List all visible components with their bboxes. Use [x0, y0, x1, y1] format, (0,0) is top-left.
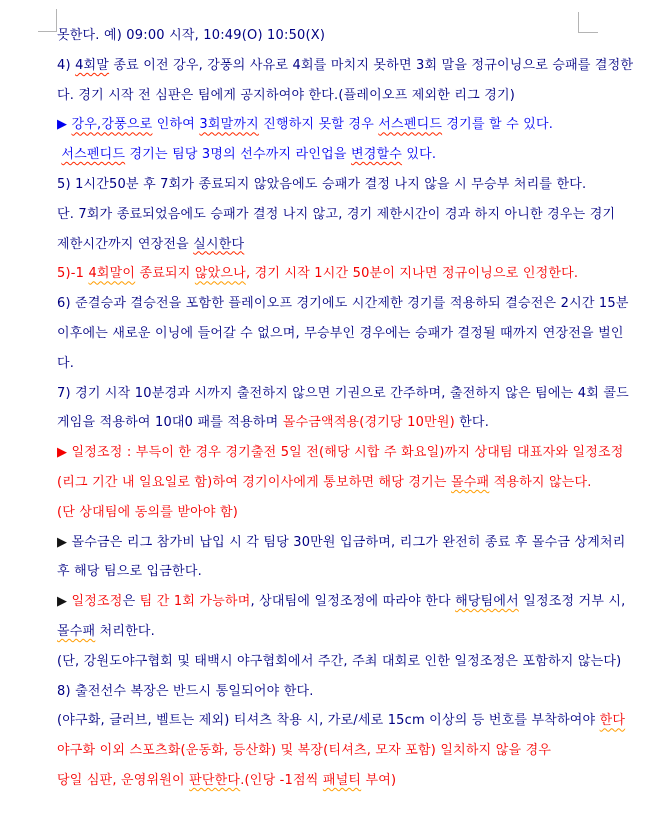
text-segment: 변경할수 [350, 147, 403, 163]
paragraph-line [57, 677, 602, 707]
paragraph-line [57, 21, 602, 51]
text-segment: (단 상대팀에 동의를 받아야 함) [57, 504, 238, 520]
text-segment: 야구화 이외 스포츠화(운동화, 등산화) 및 복장(티셔츠, 모자 포함) 일치하지 않을 경우 [57, 743, 552, 759]
arrow-bullet-icon: ▶ [57, 594, 72, 610]
text-segment: 해당팀에서 [455, 594, 519, 610]
text-segment: 일정조정 거부 시, [518, 594, 626, 610]
text-segment: 5)-1 [57, 266, 89, 282]
text-segment: 8) 출전선수 복장은 반드시 통일되어야 한다. [57, 683, 314, 699]
text-segment: 6) 준결승과 결승전을 포함한 플레이오프 경기에도 시간제한 경기를 적용하되 결승전은 2시간 15분 [57, 296, 629, 312]
text-segment: 서스펜디드 [61, 147, 126, 163]
text-segment: 당일 심판, 운영위원이 [57, 772, 190, 788]
paragraph-line [57, 587, 626, 617]
paragraph-line [57, 498, 602, 528]
paragraph-line [57, 766, 602, 796]
paragraph-line [57, 408, 602, 438]
text-segment: (리그 기간 내 일요일로 함)하여 경기이사에게 통보하면 해당 경기는 [57, 474, 452, 490]
text-segment: 있다. [402, 147, 437, 163]
paragraph-line [57, 259, 602, 289]
arrow-bullet-icon: ▶ 일정조정 : 부득이 한 경우 경기출전 5일 전(해당 시합 주 화요일)까지 상대팀 대표자와 일정조정 [57, 445, 624, 461]
text-segment: .(인당 -1점씩 [240, 772, 323, 788]
text-segment: 단. 7회가 종료되었음에도 승패가 결정 나지 않고, 경기 제한시간이 경과 하지 아니한 경우는 경기 [57, 206, 616, 222]
text-segment: 않았으나 [194, 266, 246, 282]
text-segment: 은 [122, 594, 140, 610]
paragraph-line [57, 170, 602, 200]
text-segment: 5) 1시간50분 후 7회가 종료되지 않았음에도 승패가 결정 나지 않을 시 무승부 처리를 한다. [57, 176, 587, 192]
text-segment: 몰수패 [57, 623, 96, 639]
paragraph-line [57, 736, 602, 766]
text-segment: 인하여 [152, 117, 200, 133]
text-segment: 3회말까지 [199, 117, 259, 133]
paragraph-line [57, 379, 629, 409]
paragraph-line [57, 557, 602, 587]
text-segment: 경기는 팀당 3명의 선수까지 라인업을 [125, 147, 351, 163]
text-segment: 처리한다. [95, 623, 155, 639]
text-segment: 적용하지 않는다. [489, 474, 592, 490]
arrow-bullet-icon: ▶ [57, 534, 68, 550]
text-segment: 종료 이전 강우, 강풍의 사유로 4회를 마치지 못하면 3회 말을 정규이닝으로 승패를 결정한 [109, 57, 634, 73]
paragraph-line [57, 349, 602, 379]
paragraph-line [57, 200, 616, 230]
text-segment: 게임을 적용하여 10대0 패를 적용하며 [57, 415, 283, 431]
paragraph-line [57, 647, 622, 677]
text-segment: 실시한다 [193, 236, 245, 252]
text-segment: , 경기 시작 1시간 50분이 지나면 정규이닝으로 인정한다. [245, 266, 579, 282]
text-segment: 다. [57, 355, 75, 371]
paragraph-line [57, 528, 626, 558]
paragraph-line [57, 81, 602, 111]
document-text-block [57, 21, 634, 796]
paragraph-line [57, 289, 629, 319]
text-segment: 경기를 할 수 있다. [442, 117, 554, 133]
text-segment: (야구화, 글러브, 벨트는 제외) 티셔츠 착용 시, 가로/세로 15cm 이상의 등 번호를 부착하여야 [57, 713, 600, 729]
text-segment: 4회말 [75, 57, 110, 73]
text-segment: 일정조정 [71, 594, 123, 610]
text-segment: 이후에는 새로운 이닝에 들어갈 수 없으며, 무승부인 경우에는 승패가 결정될 때까지 연장전을 벌인 [57, 325, 624, 341]
text-segment: 후 해당 팀으로 입금한다. [57, 564, 202, 580]
text-segment: 한다 [599, 713, 626, 729]
text-segment: 패널티 [322, 772, 362, 788]
text-segment: 4) [57, 57, 76, 73]
text-segment: 부여) [361, 772, 397, 788]
text-segment: 4회말이 [88, 266, 136, 282]
text-segment: 몰수금액적용(경기당 10만원) [282, 415, 455, 431]
text-segment: 7) 경기 시작 10분경과 시까지 출전하지 않으면 기권으로 간주하며, 출전하지 않은 팀에는 4회 콜드 [57, 385, 629, 401]
paragraph-line [57, 110, 602, 140]
text-segment: 다. 경기 시작 전 심판은 팀에게 공지하여야 한다.(플레이오프 제외한 리그 경기) [57, 87, 516, 103]
paragraph-line [57, 51, 634, 81]
text-segment: (단, 강원도야구협회 및 태백시 야구협회에서 주간, 주최 대회로 인한 일정조정은 포함하지 않는다) [57, 653, 622, 669]
arrow-bullet-icon: ▶ [57, 117, 72, 133]
text-segment: 강우,강풍으로 [71, 117, 153, 133]
paragraph-line [57, 230, 602, 260]
text-segment: 몰수패 [451, 474, 490, 490]
paragraph-line [57, 438, 624, 468]
text-segment: 팀 간 1회 가능하며 [139, 594, 251, 610]
text-segment: 몰수금은 리그 참가비 납입 시 각 팀당 30만원 입금하며, 리그가 완전히 종료 후 몰수금 상계처리 [67, 534, 626, 550]
text-segment: 한다. [454, 415, 490, 431]
paragraph-line [57, 140, 602, 170]
paragraph-line [57, 319, 624, 349]
text-segment: 판단한다 [189, 772, 241, 788]
paragraph-line [57, 706, 626, 736]
paragraph-line [57, 617, 602, 647]
paragraph-line [57, 468, 602, 498]
text-segment: 못한다. 예) 09:00 시작, 10:49(O) 10:50(X) [57, 28, 326, 43]
text-segment: 진행하지 못할 경우 [258, 117, 379, 133]
text-segment: 서스펜디드 [378, 117, 443, 133]
text-segment: 제한시간까지 연장전을 [57, 236, 194, 252]
text-segment: , 상대팀에 일정조정에 따라야 한다 [250, 594, 456, 610]
text-boundary-mark-top-left-horizontal [38, 31, 57, 32]
text-segment: 종료되지 [135, 266, 195, 282]
